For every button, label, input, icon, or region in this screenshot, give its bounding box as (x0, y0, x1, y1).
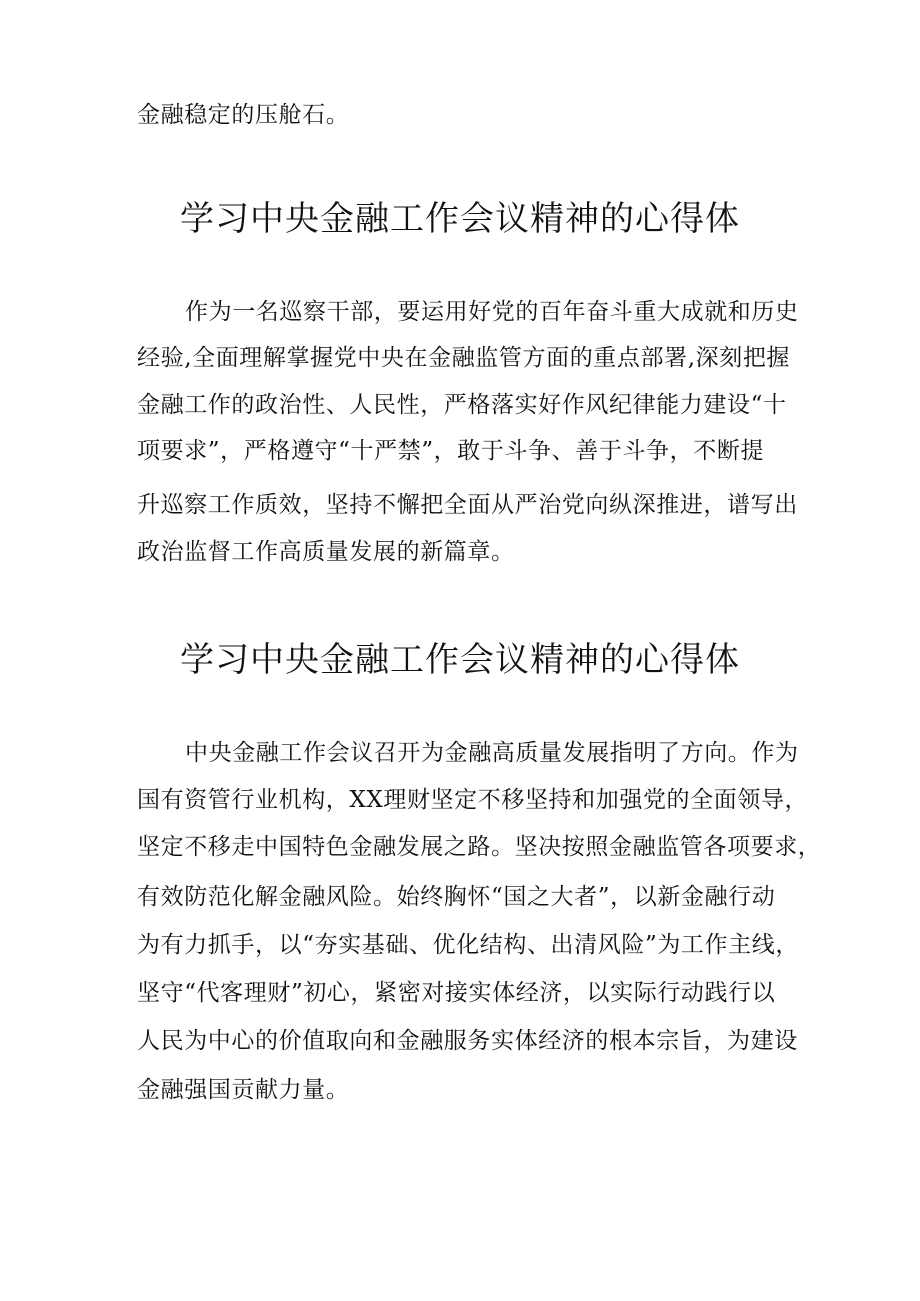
section-2-line: 有效防范化解金融风险。始终胸怀“国之大者”，以新金融行动 (137, 884, 776, 910)
section-1-line: 政治监督工作高质量发展的新篇章。 (137, 539, 515, 565)
section-1-line: 作为一名巡察干部，要运用好党的百年奋斗重大成就和历史 (185, 299, 799, 325)
intro-line: 金融稳定的压舱石。 (137, 102, 350, 128)
section-1-line: 经验,全面理解掌握党中央在金融监管方面的重点部署,深刻把握 (137, 345, 791, 371)
section-2-line: 为有力抓手，以“夯实基础、优化结构、出清风险”为工作主线， (137, 932, 799, 958)
section-1-line: 项要求”，严格遵守“十严禁”，敢于斗争、善于斗争，不断提 (137, 438, 765, 464)
section-1-line: 金融工作的政治性、人民性，严格落实好作风纪律能力建设“十 (137, 392, 787, 418)
section-2-line: 金融强国贡献力量。 (137, 1077, 350, 1103)
section-2-line: 国有资管行业机构，XX理财坚定不移坚持和加强党的全面领导， (137, 787, 809, 813)
section-1-line: 升巡察工作质效，坚持不懈把全面从严治党向纵深推进，谱写出 (137, 492, 798, 518)
section-2-line: 坚守“代客理财”初心，紧密对接实体经济，以实际行动践行以 (137, 980, 776, 1006)
section-2-line: 中央金融工作会议召开为金融高质量发展指明了方向。作为 (185, 740, 799, 766)
section-2-line: 人民为中心的价值取向和金融服务实体经济的根本宗旨，为建设 (137, 1028, 798, 1054)
section-2-title: 学习中央金融工作会议精神的心得体 (180, 640, 740, 680)
section-2-line: 坚定不移走中国特色金融发展之路。坚决按照金融监管各项要求， (137, 834, 822, 860)
section-1-title: 学习中央金融工作会议精神的心得体 (180, 199, 740, 239)
